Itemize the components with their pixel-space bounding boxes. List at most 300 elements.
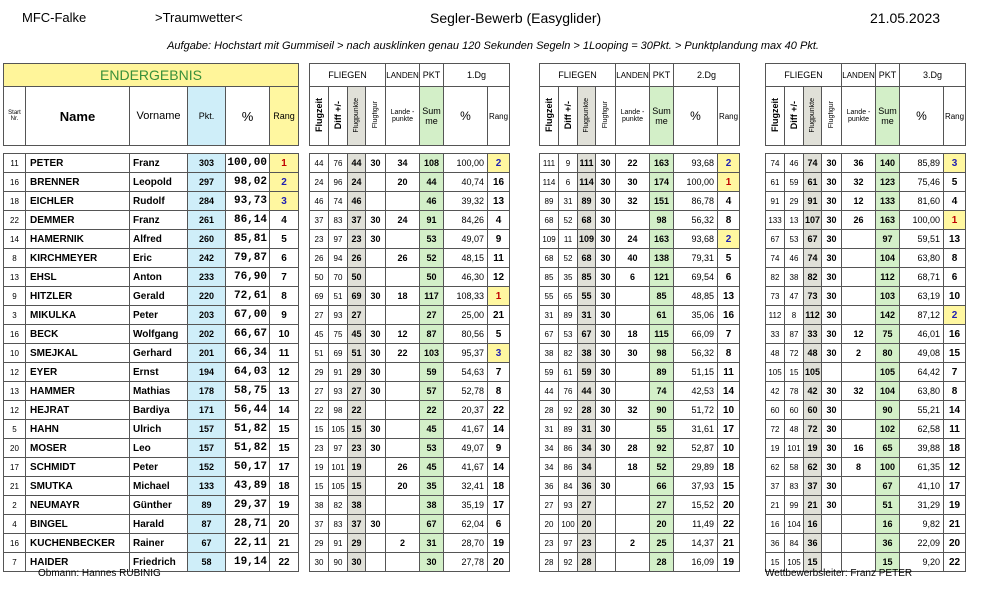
round-rank-cell: 13 [488,192,510,211]
flugpunkte-cell: 26 [348,249,366,268]
diff-cell: 11 [559,230,578,249]
flugzeit-cell: 37 [310,515,329,534]
round-percent-cell: 69,54 [674,268,718,287]
diff-cell: 105 [329,477,348,496]
result-pct: 22,11 [226,534,270,553]
round-percent-cell: 95,37 [444,344,488,363]
flugzeit-cell: 27 [310,382,329,401]
summe-cell: 80 [876,344,900,363]
flugpunkte-cell: 68 [578,249,596,268]
diff-cell: 15 [785,363,804,382]
flugfigur-cell: 30 [366,515,386,534]
flugfigur-cell: 30 [596,382,616,401]
round-rank-cell: 16 [718,306,740,325]
result-rang: 9 [270,306,299,325]
flugpunkte-cell: 31 [578,420,596,439]
round-rank-cell: 8 [718,344,740,363]
result-row [4,268,299,287]
landepunkte-cell: 16 [842,439,876,458]
landepunkte-cell [616,211,650,230]
flugpunkte-cell: 44 [578,382,596,401]
flugzeit-cell: 20 [540,515,559,534]
round-row [540,211,740,230]
summe-cell: 104 [876,382,900,401]
flugzeit-cell: 68 [540,211,559,230]
flugzeit-cell: 38 [540,344,559,363]
summe-cell: 53 [420,439,444,458]
flugzeit-cell: 23 [310,439,329,458]
result-vorname: Michael [130,477,188,496]
landepunkte-cell [842,287,876,306]
summe-cell: 31 [420,534,444,553]
round-row [540,553,740,572]
flugzeit-cell: 38 [310,496,329,515]
result-pct: 85,81 [226,230,270,249]
round-percent-cell: 14,37 [674,534,718,553]
result-vorname: Peter [130,306,188,325]
flugfigur-cell [366,496,386,515]
diff-cell: 74 [329,192,348,211]
round-percent-cell: 108,33 [444,287,488,306]
landepunkte-cell [386,553,420,572]
round-row [310,344,510,363]
flugzeit-cell: 42 [766,382,785,401]
flugpunkte-cell: 50 [348,268,366,287]
result-pct: 67,00 [226,306,270,325]
landepunkte-cell [386,306,420,325]
round-percent-cell: 9,82 [900,515,944,534]
result-name: HAIDER [26,553,130,572]
diff-cell: 104 [785,515,804,534]
result-rang: 7 [270,268,299,287]
summe-cell: 123 [876,173,900,192]
flugfigur-header: Flugfigur [602,101,609,129]
summe-cell: 89 [650,363,674,382]
landepunkte-header: Lande - punkte [616,87,650,146]
round-percent-cell: 80,56 [444,325,488,344]
landepunkte-cell [842,477,876,496]
result-pct: 66,67 [226,325,270,344]
round-rank-cell: 12 [944,458,966,477]
round-row [540,458,740,477]
landepunkte-cell: 32 [616,192,650,211]
round-percent-header: % [674,87,718,146]
summe-cell: 44 [420,173,444,192]
round-percent-cell: 86,78 [674,192,718,211]
round-percent-cell: 62,04 [444,515,488,534]
summe-cell: 87 [420,325,444,344]
result-row [4,439,299,458]
fliegen-header: FLIEGEN [766,64,842,87]
flugfigur-cell: 30 [366,344,386,363]
round-row [540,192,740,211]
result-pkt: 260 [188,230,226,249]
round-row [310,439,510,458]
round-rank-header: Rang [488,87,510,146]
landepunkte-cell [616,287,650,306]
flugzeit-cell: 111 [540,154,559,173]
summe-cell: 92 [650,439,674,458]
flugpunkte-cell: 31 [578,306,596,325]
summe-cell: 98 [650,211,674,230]
summe-cell: 163 [650,230,674,249]
diff-cell: 83 [329,211,348,230]
flugfigur-header: Flugfigur [828,101,835,129]
flugfigur-cell: 30 [596,325,616,344]
diff-cell: 38 [785,268,804,287]
round-row [766,382,966,401]
summe-cell: 85 [650,287,674,306]
result-row [4,230,299,249]
landepunkte-cell: 30 [616,173,650,192]
final-results-block [3,63,299,572]
percent-header: % [226,87,270,146]
result-pkt: 67 [188,534,226,553]
diff-cell: 105 [785,553,804,572]
summe-cell: 20 [650,515,674,534]
result-rang: 14 [270,401,299,420]
round-row [310,211,510,230]
landepunkte-cell [386,192,420,211]
summe-cell: 59 [420,363,444,382]
result-row [4,287,299,306]
round-percent-cell: 51,72 [674,401,718,420]
flugzeit-cell: 28 [540,553,559,572]
result-name: SMEJKAL [26,344,130,363]
landepunkte-cell: 22 [386,344,420,363]
round-percent-cell: 39,88 [900,439,944,458]
summe-cell: 103 [876,287,900,306]
diff-cell: 53 [559,325,578,344]
flugpunkte-cell: 36 [578,477,596,496]
flugzeit-cell: 72 [766,420,785,439]
flugzeit-cell: 29 [310,363,329,382]
round-1-block [309,63,510,572]
round-percent-cell: 93,68 [674,230,718,249]
result-name: HITZLER [26,287,130,306]
flugzeit-cell: 30 [310,553,329,572]
fliegen-header: FLIEGEN [540,64,616,87]
flugzeit-cell: 29 [310,534,329,553]
diff-cell: 101 [329,458,348,477]
summe-cell: 102 [876,420,900,439]
round-rank-cell: 19 [488,534,510,553]
diff-cell: 90 [329,553,348,572]
result-name: BECK [26,325,130,344]
flugfigur-cell: 30 [822,325,842,344]
round-row [766,439,966,458]
round-percent-header: % [900,87,944,146]
flugfigur-cell: 30 [366,154,386,173]
round-rank-cell: 4 [944,192,966,211]
flugpunkte-cell: 69 [348,287,366,306]
landepunkte-cell [616,306,650,325]
flugzeit-cell: 19 [310,458,329,477]
summe-cell: 38 [420,496,444,515]
flugfigur-cell: 30 [822,420,842,439]
round-percent-cell: 46,30 [444,268,488,287]
round-rank-cell: 11 [488,249,510,268]
landepunkte-cell [616,420,650,439]
diff-cell: 76 [329,154,348,173]
flugpunkte-cell: 27 [348,382,366,401]
result-row [4,211,299,230]
flugfigur-cell: 30 [366,211,386,230]
round-rank-cell: 16 [488,173,510,192]
flugzeit-cell: 44 [310,154,329,173]
flugzeit-cell: 74 [766,154,785,173]
round-rank-cell: 10 [718,401,740,420]
summe-header: Sum me [876,87,900,146]
summe-cell: 74 [650,382,674,401]
result-row [4,173,299,192]
flugfigur-cell: 30 [596,287,616,306]
summe-cell: 45 [420,420,444,439]
round-percent-cell: 46,01 [900,325,944,344]
round-row [310,515,510,534]
result-start: 13 [4,268,26,287]
summe-cell: 30 [420,553,444,572]
diff-cell: 89 [559,306,578,325]
landepunkte-cell: 12 [842,192,876,211]
flugpunkte-cell: 38 [348,496,366,515]
landepunkte-cell [386,515,420,534]
round-percent-cell: 49,07 [444,230,488,249]
round-row [766,458,966,477]
result-pkt: 242 [188,249,226,268]
round-rank-cell: 18 [944,439,966,458]
flugpunkte-cell: 27 [578,496,596,515]
summe-cell: 100 [876,458,900,477]
flugpunkte-cell: 38 [578,344,596,363]
diff-cell: 47 [785,287,804,306]
round-row [310,458,510,477]
diff-cell: 60 [785,401,804,420]
flugfigur-cell: 30 [596,363,616,382]
round-rank-cell: 14 [488,458,510,477]
landepunkte-cell [616,477,650,496]
fliegen-header: FLIEGEN [310,64,386,87]
round-row [766,515,966,534]
round-rank-cell: 17 [488,496,510,515]
round-points-header: PKT [420,64,444,87]
result-name: SCHMIDT [26,458,130,477]
landepunkte-cell: 22 [616,154,650,173]
result-pct: 51,82 [226,439,270,458]
diff-cell: 58 [785,458,804,477]
round-rank-cell: 7 [718,325,740,344]
flugpunkte-cell: 33 [804,325,822,344]
round-row [766,268,966,287]
landepunkte-cell: 40 [616,249,650,268]
flugzeit-cell: 60 [766,401,785,420]
round-percent-cell: 49,07 [444,439,488,458]
flugpunkte-cell: 61 [804,173,822,192]
landen-header: LANDEN [842,64,876,87]
round-rank-cell: 2 [718,154,740,173]
flugzeit-cell: 28 [540,401,559,420]
summe-cell: 67 [420,515,444,534]
round-rank-cell: 21 [718,534,740,553]
round-percent-cell: 41,67 [444,420,488,439]
flugfigur-cell: 30 [822,211,842,230]
round-rank-cell: 5 [944,173,966,192]
diff-cell: 91 [329,534,348,553]
result-row [4,325,299,344]
diff-header: Diff +/- [333,100,343,130]
diff-cell: 91 [329,363,348,382]
diff-cell: 59 [785,173,804,192]
round-percent-cell: 28,70 [444,534,488,553]
flugfigur-cell: 30 [822,458,842,477]
round-percent-cell: 56,32 [674,344,718,363]
round-row [540,325,740,344]
flugzeit-cell: 34 [540,458,559,477]
flugzeit-cell: 22 [310,401,329,420]
round-percent-cell: 22,09 [900,534,944,553]
round-row [540,401,740,420]
flugpunkte-cell: 51 [348,344,366,363]
flugzeit-cell: 36 [766,534,785,553]
result-name: KUCHENBECKER [26,534,130,553]
flugfigur-cell: 30 [822,477,842,496]
diff-cell: 13 [785,211,804,230]
round-rank-cell: 9 [488,230,510,249]
result-pct: 50,17 [226,458,270,477]
summe-cell: 65 [876,439,900,458]
round-percent-cell: 54,63 [444,363,488,382]
result-pct: 64,03 [226,363,270,382]
round-row [540,249,740,268]
round-rank-cell: 2 [488,154,510,173]
weather-note: >Traumwetter< [155,10,243,25]
landepunkte-cell [842,230,876,249]
flugfigur-cell [366,458,386,477]
round-rank-cell: 10 [944,287,966,306]
summe-cell: 121 [650,268,674,287]
landepunkte-cell [842,363,876,382]
diff-cell: 53 [785,230,804,249]
flugfigur-cell [366,534,386,553]
round-percent-cell: 100,00 [674,173,718,192]
round-points-header: PKT [876,64,900,87]
result-start: 5 [4,420,26,439]
landepunkte-cell: 18 [386,287,420,306]
round-percent-cell: 63,19 [900,287,944,306]
flugfigur-cell: 30 [596,154,616,173]
result-rang: 21 [270,534,299,553]
flugfigur-cell: 30 [596,211,616,230]
flugpunkte-cell: 30 [348,553,366,572]
landepunkte-cell: 24 [616,230,650,249]
result-pct: 98,02 [226,173,270,192]
round-row [766,249,966,268]
flugpunkte-header: Flugpunkte [353,97,360,133]
flugpunkte-cell: 34 [578,439,596,458]
result-vorname: Friedrich [130,553,188,572]
result-vorname: Bardiya [130,401,188,420]
round-row [310,420,510,439]
result-start: 17 [4,458,26,477]
result-pct: 43,89 [226,477,270,496]
flugfigur-cell: 30 [596,173,616,192]
flugzeit-cell: 133 [766,211,785,230]
flugfigur-cell: 30 [596,230,616,249]
result-pkt: 157 [188,439,226,458]
diff-cell: 101 [785,439,804,458]
diff-cell: 8 [785,306,804,325]
diff-cell: 96 [329,173,348,192]
landepunkte-cell: 32 [842,382,876,401]
event-date: 21.05.2023 [870,10,941,26]
landepunkte-cell: 2 [386,534,420,553]
result-row [4,477,299,496]
summe-cell: 15 [876,553,900,572]
summe-cell: 52 [650,458,674,477]
summe-cell: 16 [876,515,900,534]
landepunkte-cell [842,420,876,439]
round-rank-cell: 19 [718,553,740,572]
summe-cell: 67 [876,477,900,496]
summe-cell: 45 [420,458,444,477]
landepunkte-cell: 2 [842,344,876,363]
result-vorname: Franz [130,211,188,230]
landepunkte-cell [386,268,420,287]
landepunkte-cell [386,401,420,420]
flugpunkte-cell: 111 [578,154,596,173]
diff-cell: 97 [329,439,348,458]
flugpunkte-cell: 15 [804,553,822,572]
flugfigur-cell: 30 [596,344,616,363]
flugzeit-cell: 105 [766,363,785,382]
result-pct: 51,82 [226,420,270,439]
round-percent-cell: 11,49 [674,515,718,534]
round-rank-cell: 3 [488,344,510,363]
round-row [540,306,740,325]
round-rank-cell: 20 [718,496,740,515]
flugfigur-cell: 30 [596,192,616,211]
round-percent-cell: 87,12 [900,306,944,325]
round-rank-cell: 1 [718,173,740,192]
landepunkte-cell: 26 [842,211,876,230]
round-row [310,306,510,325]
round-percent-cell: 9,20 [900,553,944,572]
round-row [766,325,966,344]
result-name: HEJRAT [26,401,130,420]
flugpunkte-cell: 28 [578,553,596,572]
flugpunkte-cell: 19 [804,439,822,458]
flugfigur-cell [596,458,616,477]
flugzeit-cell: 114 [540,173,559,192]
result-name: NEUMAYR [26,496,130,515]
flugzeit-cell: 69 [310,287,329,306]
round-row [310,268,510,287]
round-row [310,325,510,344]
rank-header: Rang [270,87,299,146]
diff-cell: 76 [559,382,578,401]
flugzeit-header: Flugzeit [770,98,780,132]
landepunkte-cell: 32 [616,401,650,420]
name-header: Name [26,87,130,146]
flugzeit-cell: 50 [310,268,329,287]
round-rank-cell: 22 [944,553,966,572]
flugpunkte-cell: 67 [804,230,822,249]
round-rank-cell: 18 [718,458,740,477]
result-row [4,496,299,515]
round-rank-cell: 16 [944,325,966,344]
flugpunkte-cell: 16 [804,515,822,534]
landen-header: LANDEN [386,64,420,87]
